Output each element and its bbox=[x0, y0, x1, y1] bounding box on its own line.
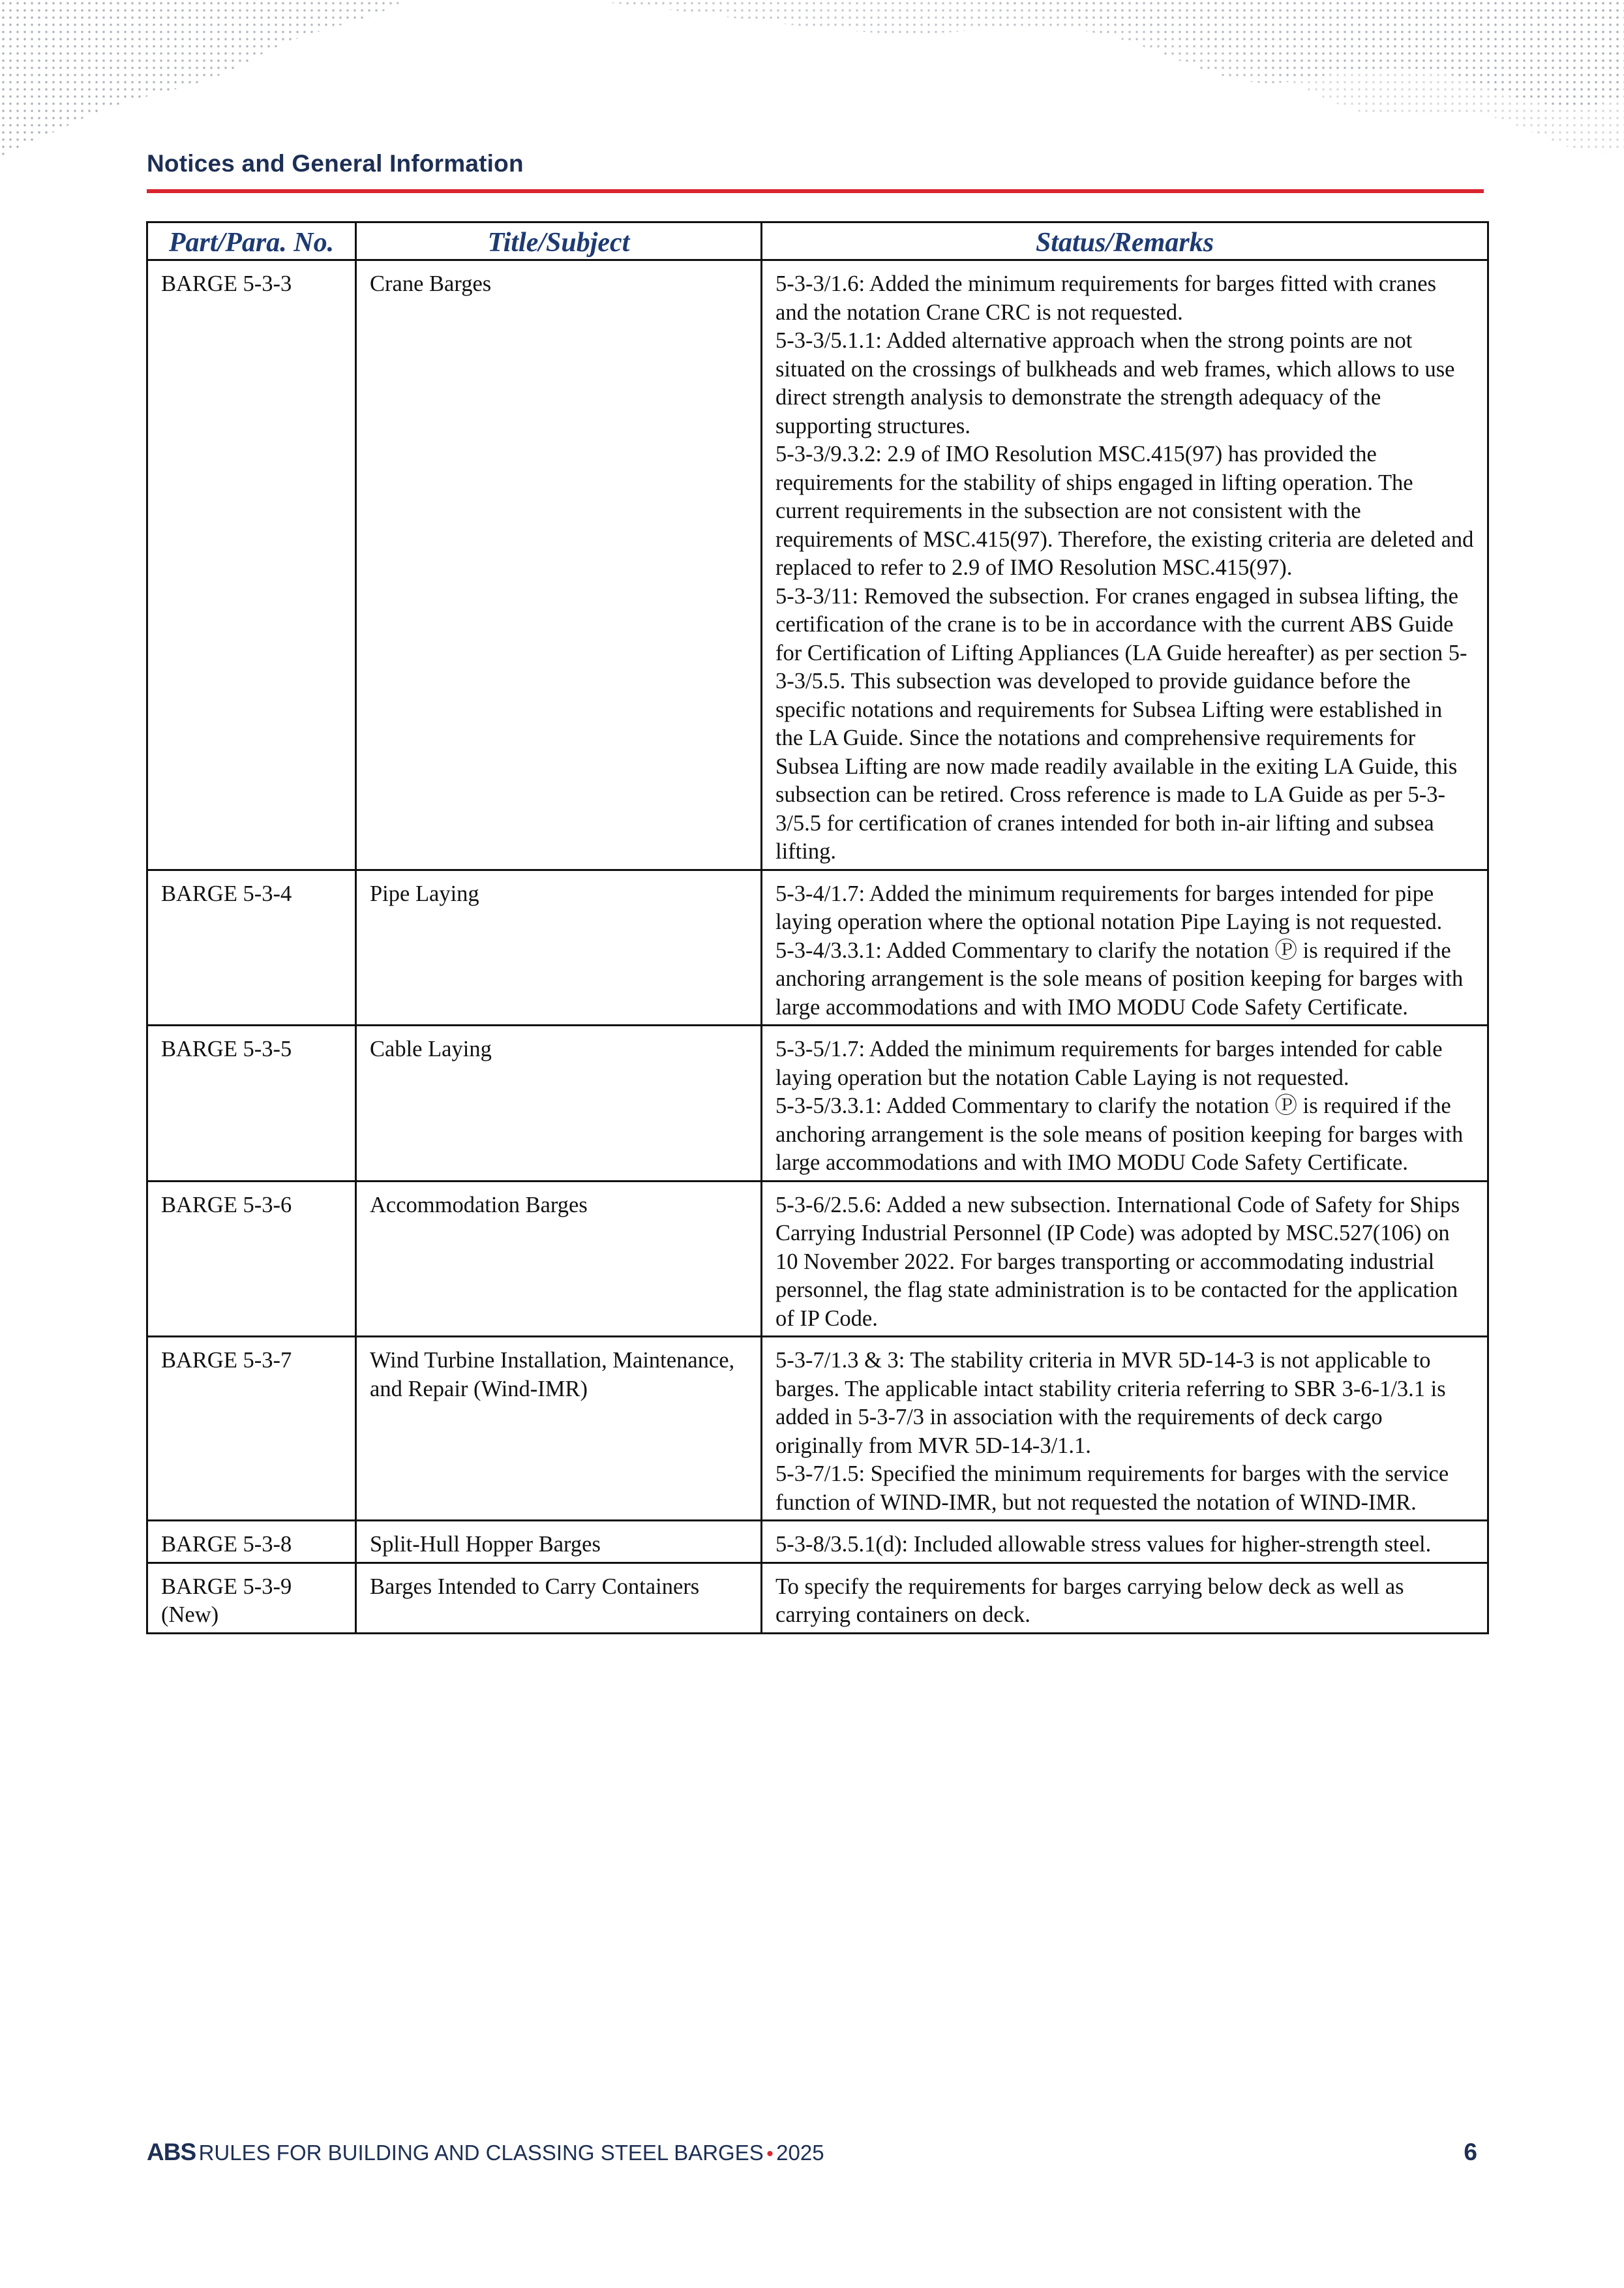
decorative-dot-wave bbox=[0, 0, 1624, 215]
remarks-cell bbox=[762, 870, 1488, 1026]
remark: 5-3-7/1.5: Specified the minimum requirements for barges with the service function of WIND-IMR, but not requested the notation of WIND-IMR. bbox=[775, 1461, 1449, 1515]
table-row bbox=[147, 1521, 1488, 1563]
remark: 5-3-3/5.1.1: Added alternative approach when the strong points are not situated on the crossings of bulkheads and web frames, which allows to use direct strength analysis to demonstrate the strength adequacy of the supporting structures. bbox=[775, 328, 1455, 438]
section-title: Notices and General Information bbox=[147, 150, 524, 177]
table-row bbox=[147, 1337, 1488, 1521]
part-cell: BARGE 5-3-7 bbox=[147, 1337, 356, 1521]
remark: 5-3-4/1.7: Added the minimum requirements for barges intended for pipe laying operation where the optional notation Pipe Laying is not requested. bbox=[775, 881, 1443, 934]
footer-document-title: RULES FOR BUILDING AND CLASSING STEEL BARGES bbox=[198, 2141, 764, 2165]
remark: 5-3-6/2.5.6: Added a new subsection. International Code of Safety for Ships Carrying Industrial Personnel (IP Code) was adopted by MSC.527(106) on 10 November 2022. For barges transporting or accommodating industrial personnel, the flag state administration is to be contacted for the application of IP Code. bbox=[775, 1192, 1460, 1331]
remark: 5-3-3/9.3.2: 2.9 of IMO Resolution MSC.415(97) has provided the requirements for the stability of ships engaged in lifting operation. The current requirements in the subsection are not consistent with the requirements of MSC.415(97). Therefore, the existing criteria are deleted and replaced to refer to 2.9 of IMO Resolution MSC.415(97). bbox=[775, 442, 1474, 580]
footer-separator: • bbox=[766, 2143, 774, 2165]
part-cell: BARGE 5-3-3 bbox=[147, 260, 356, 870]
title-cell: Crane Barges bbox=[356, 260, 762, 870]
part-cell: BARGE 5-3-5 bbox=[147, 1026, 356, 1182]
title-cell: Cable Laying bbox=[356, 1026, 762, 1182]
remark: 5-3-4/3.3.1: Added Commentary to clarify the notation Ⓟ is required if the anchoring arrangement is the sole means of position keeping for barges with large accommodations and with IMO MODU Code Safety Certificate. bbox=[775, 938, 1464, 1020]
remarks-cell bbox=[762, 260, 1488, 870]
remark: 5-3-8/3.5.1(d): Included allowable stress values for higher-strength steel. bbox=[775, 1532, 1432, 1557]
column-header-status: Status/Remarks bbox=[762, 222, 1488, 260]
title-cell: Accommodation Barges bbox=[356, 1181, 762, 1337]
remarks-cell bbox=[762, 1521, 1488, 1563]
table-row bbox=[147, 1181, 1488, 1337]
column-header-part: Part/Para. No. bbox=[147, 222, 356, 260]
remarks-cell bbox=[762, 1337, 1488, 1521]
remarks-cell bbox=[762, 1181, 1488, 1337]
table-row bbox=[147, 1026, 1488, 1182]
table-header-row bbox=[147, 222, 1488, 260]
remarks-cell bbox=[762, 1563, 1488, 1633]
header-divider bbox=[147, 189, 1484, 193]
remark: 5-3-5/3.3.1: Added Commentary to clarify the notation Ⓟ is required if the anchoring arrangement is the sole means of position keeping for barges with large accommodations and with IMO MODU Code Safety Certificate. bbox=[775, 1093, 1464, 1175]
title-cell: Wind Turbine Installation, Maintenance, and Repair (Wind-IMR) bbox=[356, 1337, 762, 1521]
title-cell: Pipe Laying bbox=[356, 870, 762, 1026]
remark: 5-3-7/1.3 & 3: The stability criteria in MVR 5D-14-3 is not applicable to barges. The applicable intact stability criteria referring to SBR 3-6-1/3.1 is added in 5-3-7/3 in association with the requirements of deck cargo originally from MVR 5D-14-3/1.1. bbox=[775, 1348, 1446, 1458]
page-number: 6 bbox=[1464, 2139, 1477, 2165]
abs-logo: ABS bbox=[147, 2139, 196, 2165]
remark: 5-3-5/1.7: Added the minimum requirements for barges intended for cable laying operation but the notation Cable Laying is not requested. bbox=[775, 1037, 1443, 1090]
part-cell: BARGE 5-3-6 bbox=[147, 1181, 356, 1337]
part-cell: BARGE 5-3-4 bbox=[147, 870, 356, 1026]
remark: 5-3-3/1.6: Added the minimum requirements for barges fitted with cranes and the notation Crane CRC is not requested. bbox=[775, 271, 1437, 325]
part-cell: BARGE 5-3-9 (New) bbox=[147, 1563, 356, 1633]
table-row bbox=[147, 260, 1488, 870]
remark: 5-3-3/11: Removed the subsection. For cranes engaged in subsea lifting, the certification of the crane is to be in accordance with the current ABS Guide for Certification of Lifting Appliances (LA Guide hereafter) as per section 5-3-3/5.5. This subsection was developed to provide guidance before the specific notations and requirements for Subsea Lifting were established in the LA Guide. Since the notations and comprehensive requirements for Subsea Lifting are now made readily available in the exiting LA Guide, this subsection can be retired. Cross reference is made to LA Guide as per 5-3-3/5.5 for certification of cranes intended for both in-air lifting and subsea lifting. bbox=[775, 583, 1467, 864]
remark: To specify the requirements for barges carrying below deck as well as carrying containers on deck. bbox=[775, 1574, 1404, 1627]
title-cell: Barges Intended to Carry Containers bbox=[356, 1563, 762, 1633]
table-row bbox=[147, 870, 1488, 1026]
column-header-title: Title/Subject bbox=[356, 222, 762, 260]
table-row bbox=[147, 1563, 1488, 1633]
footer-year: 2025 bbox=[776, 2141, 824, 2165]
title-cell: Split-Hull Hopper Barges bbox=[356, 1521, 762, 1563]
notices-table bbox=[146, 221, 1489, 1634]
page-footer bbox=[147, 2139, 1477, 2171]
remarks-cell bbox=[762, 1026, 1488, 1182]
part-cell: BARGE 5-3-8 bbox=[147, 1521, 356, 1563]
